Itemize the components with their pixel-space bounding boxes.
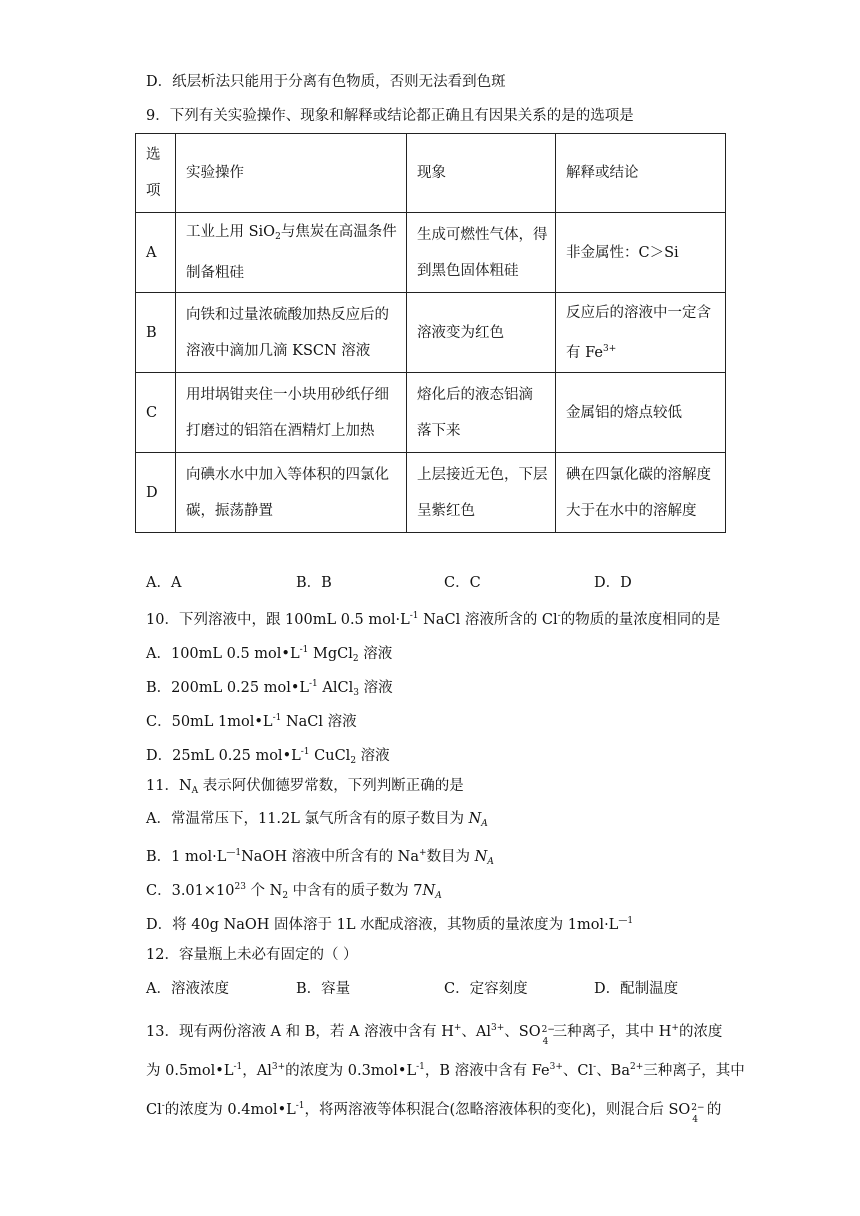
q9-row-key: A xyxy=(136,213,176,293)
q13-line-3: Cl-的浓度为 $0.4mol•L^{-1}$，将两溶液等体积混合(忽略溶液体积的变化)，则混合后 SO 2− 4 的 xyxy=(146,1101,722,1125)
q9-option-d[interactable]: D．D xyxy=(594,575,632,591)
q9-table-header-row xyxy=(136,134,726,213)
q9-row-phenomenon: 上层接近无色，下层 呈紫红色 xyxy=(407,453,556,533)
q11-option-b[interactable]: B．1 $mol\cdot L^{—1}NaOH$ 溶液中所含有的 Na+数目为 $N_A$ xyxy=(146,848,494,867)
q9-row-b xyxy=(136,293,726,373)
q10-option-a[interactable]: A．100mL 0.5 $mol•L^{-1}$ MgCl$_2$ 溶液 xyxy=(146,645,393,664)
q9-row-operation: 工业上用 SiO$_2$与焦炭在高温条件 制备粗硅 xyxy=(176,213,407,293)
q9-row-phenomenon: 生成可燃性气体，得 到黑色固体粗硅 xyxy=(407,213,556,293)
q9-row-phenomenon: 溶液变为红色 xyxy=(407,293,556,373)
q10-option-b[interactable]: B．200mL 0.25 $mol•L^{-1}$ AlCl$_3$ 溶液 xyxy=(146,679,393,698)
q11-option-a[interactable]: A．常温常压下，11.2L 氯气所含有的原子数目为 $N_A$ xyxy=(146,811,488,829)
q10-option-c[interactable]: C．50mL $1mol•L^{-1}$ NaCl 溶液 xyxy=(146,713,357,730)
q9-header-phenomenon: 现象 xyxy=(407,134,556,213)
q10-option-d[interactable]: D．25mL 0.25 $mol•L^{-1}$ CuCl$_2$ 溶液 xyxy=(146,747,390,766)
q12-option-a[interactable]: A．溶液浓度 xyxy=(146,981,229,997)
q9-row-operation: 向碘水水中加入等体积的四氯化 碳，振荡静置 xyxy=(176,453,407,533)
q9-option-c[interactable]: C．C xyxy=(444,575,481,591)
q9-table xyxy=(135,133,726,533)
q9-row-conclusion: 金属铝的熔点较低 xyxy=(556,373,726,453)
q9-header-conclusion: 解释或结论 xyxy=(556,134,726,213)
q11-stem: 11．$N_A$ 表示阿伏伽德罗常数，下列判断正确的是 xyxy=(146,778,464,796)
q9-row-conclusion: 非金属性：C＞Si xyxy=(556,213,726,293)
sulfate-charge: 2− 4 xyxy=(691,1103,705,1125)
q9-header-operation: 实验操作 xyxy=(176,134,407,213)
q9-row-a xyxy=(136,213,726,293)
q9-stem: 9．下列有关实验操作、现象和解释或结论都正确且有因果关系的是的选项是 xyxy=(146,108,634,124)
sulfate-charge: 2− 4 xyxy=(541,1025,555,1047)
q13-line-2: 为 $0.5mol•L^{-1}$，$Al^{3+}$的浓度为 $0.3mol•L^{-1}$，B 溶液中含有 $Fe^{3+}$、Cl-、$Ba^{2+}$三种离子，其中 xyxy=(146,1062,745,1079)
q12-stem: 12．容量瓶上未必有固定的（ ） xyxy=(146,947,358,963)
q11-option-c[interactable]: C．$3.01\times 10^{23}$ 个 $N_2$ 中含有的质子数为 $7N_A$ xyxy=(146,882,442,901)
q9-row-conclusion: 碘在四氯化碳的溶解度 大于在水中的溶解度 xyxy=(556,453,726,533)
q9-row-operation: 向铁和过量浓硫酸加热反应后的 溶液中滴加几滴 KSCN 溶液 xyxy=(176,293,407,373)
q9-row-key: C xyxy=(136,373,176,453)
q10-stem: 10．下列溶液中，跟 100mL 0.5 $mol\cdot L^{-1}$ NaCl 溶液所含的 Cl-的物质的量浓度相同的是 xyxy=(146,611,721,628)
q12-option-d[interactable]: D．配制温度 xyxy=(594,981,679,997)
q9-option-b[interactable]: B．B xyxy=(296,575,332,591)
q9-row-operation: 用坩埚钳夹住一小块用砂纸仔细 打磨过的铝箔在酒精灯上加热 xyxy=(176,373,407,453)
q13-line-1: 13．现有两份溶液 A 和 B，若 A 溶液中含有 H+、$Al^{3+}$、SO 2− 4 三种离子，其中 H+的浓度 xyxy=(146,1023,723,1047)
q9-row-key: B xyxy=(136,293,176,373)
q9-header-option: 选 项 xyxy=(136,134,176,213)
q8-option-d: D．纸层析法只能用于分离有色物质，否则无法看到色斑 xyxy=(146,74,506,90)
q9-row-d xyxy=(136,453,726,533)
q9-row-key: D xyxy=(136,453,176,533)
q12-option-b[interactable]: B．容量 xyxy=(296,981,351,997)
q12-option-c[interactable]: C．定容刻度 xyxy=(444,981,528,997)
q9-row-conclusion: 反应后的溶液中一定含 有 $Fe^{3+}$ xyxy=(556,293,726,373)
q9-option-a[interactable]: A．A xyxy=(146,575,182,591)
q9-row-c xyxy=(136,373,726,453)
q9-row-phenomenon: 熔化后的液态铝滴 落下来 xyxy=(407,373,556,453)
q11-option-d[interactable]: D．将 40g NaOH 固体溶于 1L 水配成溶液，其物质的量浓度为 $1mol\cdot L^{—1}$ xyxy=(146,916,634,933)
